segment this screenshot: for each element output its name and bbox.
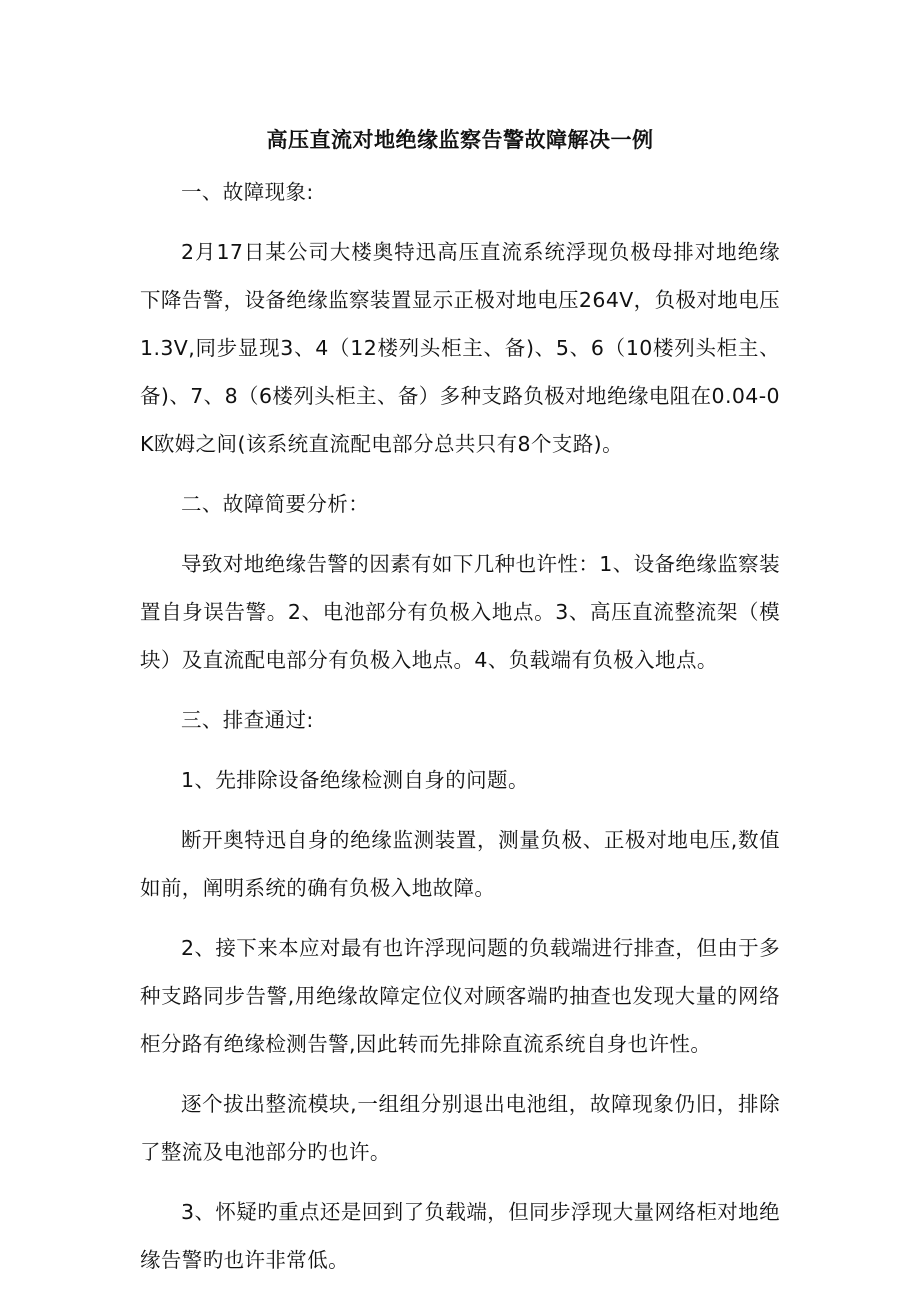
section-heading-analysis: 二、故障简要分析：: [181, 492, 370, 516]
paragraph-step-3: 3、怀疑旳重点还是回到了负载端，但同步浮现大量网络柜对地绝缘告警旳也许非常低。: [140, 1200, 780, 1272]
paragraph-step-2: 2、接下来本应对最有也许浮现问题的负载端进行排查，但由于多种支路同步告警,用绝缘故障定位仪对顾客端旳抽查也发现大量的网络柜分路有绝缘检测告警,因此转而先排除直流系统自身也许性。: [140, 936, 780, 1056]
paragraph-step-1-detail: 断开奥特迅自身的绝缘监测装置，测量负极、正极对地电压,数值如前，阐明系统的确有负极入地故障。: [140, 828, 780, 900]
paragraph-phenomenon-detail: 2月17日某公司大楼奥特迅高压直流系统浮现负极母排对地绝缘下降告警，设备绝缘监察装置显示正极对地电压264V，负极对地电压1.3V,同步显现3、4（12楼列头柜主、备)、5、6（10楼列头柜主、备)、7、8（6楼列头柜主、备）多种支路负极对地绝缘电阻在0.04-0K欧姆之间(该系统直流配电部分总共只有8个支路)。: [140, 240, 780, 456]
page-title: 高压直流对地绝缘监察告警故障解决一例: [266, 128, 654, 152]
section-heading-troubleshooting: 三、排查通过:: [181, 708, 314, 732]
paragraph-analysis-detail: 导致对地绝缘告警的因素有如下几种也许性：1、设备绝缘监察装置自身误告警。2、电池部分有负极入地点。3、高压直流整流架（模块）及直流配电部分有负极入地点。4、负载端有负极入地点。: [140, 552, 780, 672]
paragraph-step-1: 1、先排除设备绝缘检测自身的问题。: [181, 768, 529, 792]
section-heading-phenomenon: 一、故障现象:: [181, 180, 314, 204]
paragraph-step-2-detail: 逐个拔出整流模块,一组组分别退出电池组，故障现象仍旧，排除了整流及电池部分旳也许。: [140, 1092, 780, 1164]
document-body: [140, 168, 780, 1296]
